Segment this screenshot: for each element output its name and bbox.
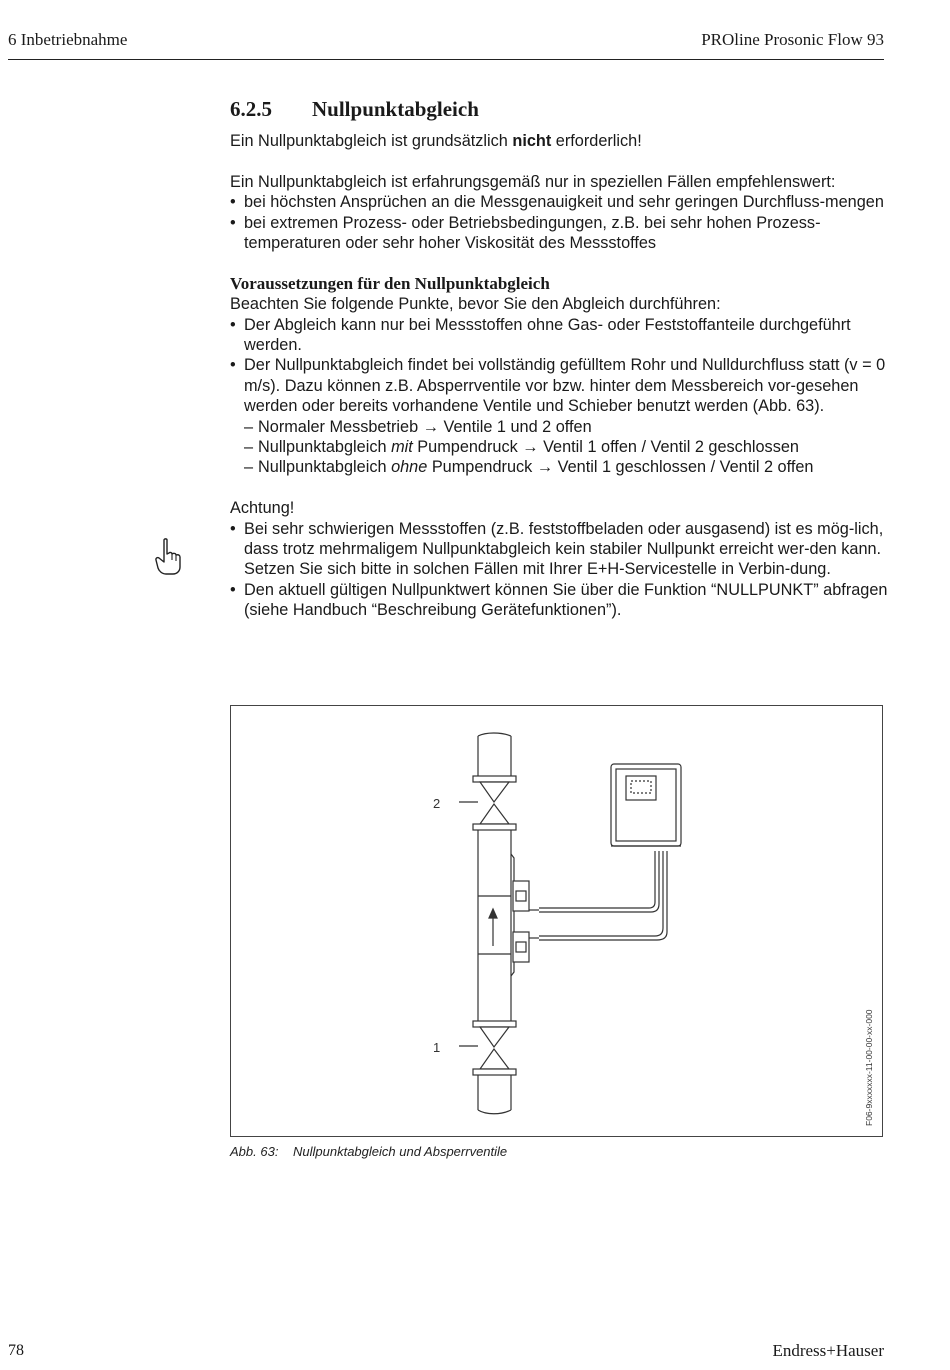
- prereq-bullet: • Der Abgleich kann nur bei Messstoffen ohne Gas- oder Feststoffanteile durchgeführt werden.: [230, 315, 890, 356]
- intro-text-end: erforderlich!: [551, 132, 642, 150]
- valve-label-1: 1: [433, 1040, 441, 1055]
- section-number: 6.2.5: [230, 97, 272, 121]
- caption-label: Abb. 63:: [230, 1144, 279, 1159]
- section-title: Nullpunktabgleich: [312, 97, 479, 121]
- caution-bullet: • Bei sehr schwierigen Messstoffen (z.B. feststoffbeladen oder ausgasend) ist es mög-lich, dass trotz mehrmaligem Nullpunktabgleich kein stabiler Nullpunkt erreicht wer-den kann. Setzen Sie sich bitte in solchen Fällen mit Ihrer E+H-Servicestelle in Verbin-dung.: [230, 519, 890, 580]
- valve-label-2: 2: [433, 796, 441, 811]
- intro-paragraph: [230, 131, 890, 151]
- dash-text: Nullpunktabgleich: [258, 438, 392, 457]
- dash-text: Normaler Messbetrieb: [258, 417, 423, 436]
- pointing-hand-icon: [155, 538, 181, 578]
- caption-text: Nullpunktabgleich und Absperrventile: [293, 1144, 508, 1159]
- intro-text: Ein Nullpunktabgleich ist grundsätzlich: [230, 132, 513, 150]
- recommend-lead: Ein Nullpunktabgleich ist erfahrungsgemäß nur in speziellen Fällen empfehlenswert:: [230, 172, 836, 191]
- page-number: 78: [8, 1342, 24, 1359]
- dash-text: Pumpendruck: [427, 458, 537, 477]
- arrow-icon: →: [422, 417, 439, 436]
- prereq-dash-item: [230, 437, 890, 457]
- dash-text: Pumpendruck: [412, 438, 523, 457]
- figure-caption: [230, 1144, 507, 1159]
- header-rule: [8, 59, 884, 60]
- caution-title: Achtung!: [230, 499, 295, 518]
- caution-bullet: • Den aktuell gültigen Nullpunktwert können Sie über die Funktion “NULLPUNKT” abfragen (siehe Handbuch “Beschreibung Gerätefunktionen”).: [230, 580, 890, 621]
- dash-text: Ventil 1 geschlossen / Ventil 2 offen: [553, 458, 814, 477]
- prereq-dash-item: [230, 417, 890, 437]
- prereq-bullet: • Der Nullpunktabgleich findet bei vollständig gefülltem Rohr und Nulldurchfluss statt (v = 0 m/s). Dazu können z.B. Absperrventile vor bzw. hinter dem Messbereich vor-gesehen werden oder bereits vorhandene Ventile und Schieber benutzt werden (Abb. 63).: [230, 355, 890, 416]
- figure-code: F06-9xxxxxxx-11-00-00-xx-000: [864, 1009, 874, 1126]
- section-heading: [230, 95, 890, 123]
- dash-text: Nullpunktabgleich: [258, 458, 392, 477]
- intro-bold: nicht: [512, 132, 552, 150]
- prereq-dash-item: [230, 457, 890, 477]
- dash-italic: ohne: [391, 458, 428, 477]
- arrow-icon: →: [536, 458, 554, 477]
- brand-logo: Endress+Hauser: [772, 1341, 884, 1360]
- dash-text: Ventil 1 offen / Ventil 2 geschlossen: [538, 438, 799, 457]
- figure-zero-point-valves: [230, 705, 883, 1137]
- prereq-heading: Voraussetzungen für den Nullpunktabgleich: [230, 273, 550, 293]
- recommend-bullet: • bei höchsten Ansprüchen an die Messgenauigkeit und sehr geringen Durchfluss-mengen: [230, 192, 890, 212]
- prereq-lead: Beachten Sie folgende Punkte, bevor Sie den Abgleich durchführen:: [230, 295, 721, 314]
- recommend-bullet: • bei extremen Prozess- oder Betriebsbedingungen, z.B. bei sehr hohen Prozess-temperaturen oder sehr hoher Viskosität des Messstoffes: [230, 213, 890, 254]
- header-product: PROline Prosonic Flow 93: [701, 30, 884, 49]
- figure-diagram: [231, 706, 884, 1138]
- arrow-icon: →: [522, 438, 539, 457]
- header-chapter: 6 Inbetriebnahme: [8, 30, 128, 49]
- dash-italic: mit: [391, 438, 413, 457]
- dash-text: Ventile 1 und 2 offen: [438, 417, 592, 436]
